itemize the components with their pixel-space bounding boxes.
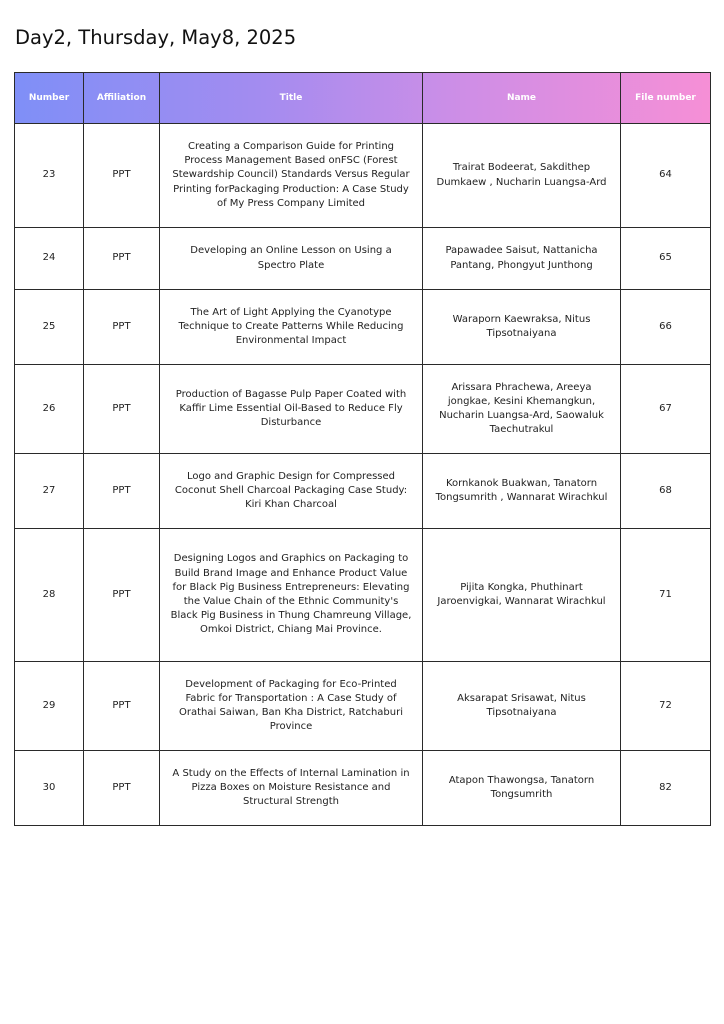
cell-affiliation: PPT	[84, 529, 160, 662]
table-row	[15, 662, 711, 751]
cell-number: 29	[15, 662, 84, 751]
table-row	[15, 751, 711, 826]
cell-number: 26	[15, 365, 84, 454]
table-row	[15, 228, 711, 290]
table-row	[15, 454, 711, 529]
cell-affiliation: PPT	[84, 365, 160, 454]
schedule-table	[14, 72, 711, 826]
cell-title: The Art of Light Applying the Cyanotype Technique to Create Patterns While Reducing Environmental Impact	[160, 290, 423, 365]
cell-name: Aksarapat Srisawat, Nitus Tipsotnaiyana	[423, 662, 621, 751]
table-row	[15, 529, 711, 662]
page-title: Day2, Thursday, May8, 2025	[15, 26, 297, 49]
cell-file-number: 72	[621, 662, 711, 751]
cell-title: Developing an Online Lesson on Using a Spectro Plate	[160, 228, 423, 290]
cell-file-number: 68	[621, 454, 711, 529]
column-header-number: Number	[15, 73, 84, 124]
cell-name: Kornkanok Buakwan, Tanatorn Tongsumrith , Wannarat Wirachkul	[423, 454, 621, 529]
cell-title: Logo and Graphic Design for Compressed Coconut Shell Charcoal Packaging Case Study: Kiri Khan Charcoal	[160, 454, 423, 529]
cell-affiliation: PPT	[84, 124, 160, 228]
cell-number: 25	[15, 290, 84, 365]
cell-number: 24	[15, 228, 84, 290]
cell-file-number: 71	[621, 529, 711, 662]
cell-affiliation: PPT	[84, 290, 160, 365]
cell-file-number: 82	[621, 751, 711, 826]
cell-number: 28	[15, 529, 84, 662]
cell-name: Pijita Kongka, Phuthinart Jaroenvigkai, Wannarat Wirachkul	[423, 529, 621, 662]
column-header-name: Name	[423, 73, 621, 124]
cell-number: 30	[15, 751, 84, 826]
cell-file-number: 66	[621, 290, 711, 365]
cell-title: Production of Bagasse Pulp Paper Coated with Kaffir Lime Essential Oil-Based to Reduce Fly Disturbance	[160, 365, 423, 454]
cell-number: 27	[15, 454, 84, 529]
table-row	[15, 290, 711, 365]
cell-affiliation: PPT	[84, 662, 160, 751]
table-header	[15, 73, 711, 124]
cell-affiliation: PPT	[84, 751, 160, 826]
cell-name: Trairat Bodeerat, Sakdithep Dumkaew , Nucharin Luangsa-Ard	[423, 124, 621, 228]
header-row	[15, 73, 711, 124]
cell-title: Development of Packaging for Eco-Printed Fabric for Transportation : A Case Study of Orathai Saiwan, Ban Kha District, Ratchaburi Province	[160, 662, 423, 751]
cell-file-number: 67	[621, 365, 711, 454]
cell-affiliation: PPT	[84, 228, 160, 290]
column-header-file-number: File number	[621, 73, 711, 124]
column-header-affiliation: Affiliation	[84, 73, 160, 124]
table-row	[15, 365, 711, 454]
table-row	[15, 124, 711, 228]
table-body	[15, 124, 711, 826]
column-header-title: Title	[160, 73, 423, 124]
cell-title: Designing Logos and Graphics on Packaging to Build Brand Image and Enhance Product Value for Black Pig Business Entrepreneurs: Elevating the Value Chain of the Ethnic Community's Black Pig Business in Thung Chamreung Village, Omkoi District, Chiang Mai Province.	[160, 529, 423, 662]
cell-number: 23	[15, 124, 84, 228]
cell-file-number: 64	[621, 124, 711, 228]
cell-affiliation: PPT	[84, 454, 160, 529]
cell-name: Papawadee Saisut, Nattanicha Pantang, Phongyut Junthong	[423, 228, 621, 290]
cell-name: Atapon Thawongsa, Tanatorn Tongsumrith	[423, 751, 621, 826]
cell-title: A Study on the Effects of Internal Lamination in Pizza Boxes on Moisture Resistance and Structural Strength	[160, 751, 423, 826]
cell-name: Arissara Phrachewa, Areeya jongkae, Kesini Khemangkun, Nucharin Luangsa-Ard, Saowaluk Taechutrakul	[423, 365, 621, 454]
cell-title: Creating a Comparison Guide for Printing Process Management Based onFSC (Forest Stewardship Council) Standards Versus Regular Printing forPackaging Production: A Case Study of My Press Company Limited	[160, 124, 423, 228]
cell-file-number: 65	[621, 228, 711, 290]
cell-name: Waraporn Kaewraksa, Nitus Tipsotnaiyana	[423, 290, 621, 365]
